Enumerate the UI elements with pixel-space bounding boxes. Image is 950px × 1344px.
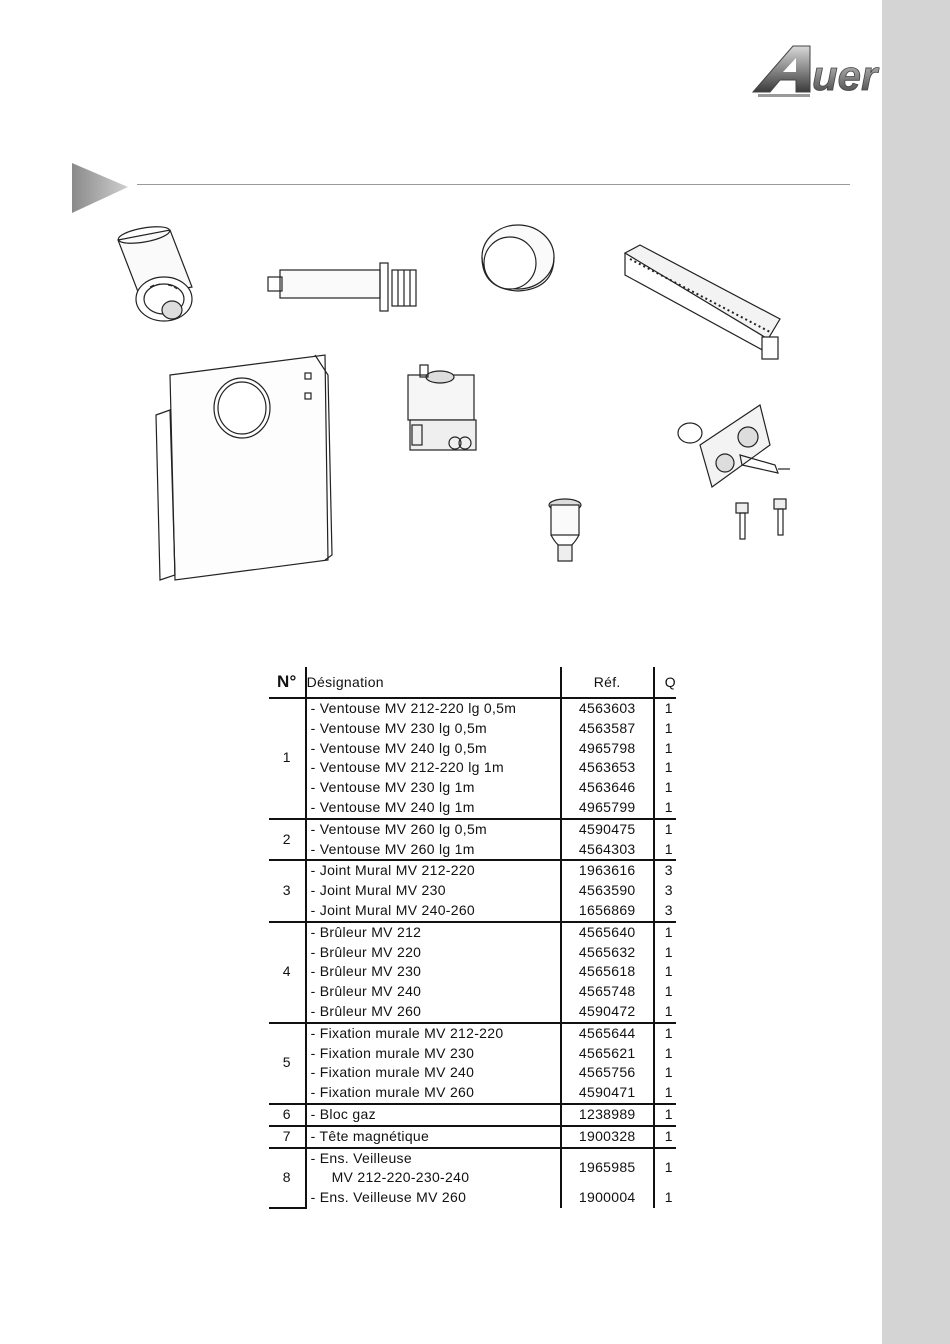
part-ref: 4563590 <box>561 881 654 901</box>
part-qty: 1 <box>664 983 673 1000</box>
group-number: 4 <box>269 922 306 1023</box>
table-row <box>269 1188 676 1208</box>
header-qty: Q <box>654 667 676 698</box>
part-designation: - Ventouse MV 212-220 lg 0,5m <box>306 698 561 719</box>
part-qty: 1 <box>664 779 673 796</box>
part-ref: 4565618 <box>561 962 654 982</box>
part-designation: - Ventouse MV 240 lg 0,5m <box>306 739 561 759</box>
part-designation: - Ventouse MV 230 lg 0,5m <box>306 719 561 739</box>
table-row <box>269 982 676 1002</box>
part-ref: 4590472 <box>561 1002 654 1023</box>
group-number: 3 <box>269 860 306 921</box>
table-row <box>269 922 676 943</box>
svg-text:uer: uer <box>812 52 878 99</box>
table-row <box>269 1063 676 1083</box>
header-ref: Réf. <box>561 667 654 698</box>
part-designation: - Ventouse MV 240 lg 1m <box>306 798 561 819</box>
table-row <box>269 739 676 759</box>
table-row <box>269 881 676 901</box>
part-ref: 4563653 <box>561 758 654 778</box>
wall-seal-drawing <box>482 225 554 291</box>
table-row <box>269 1104 676 1126</box>
part-designation: - Joint Mural MV 212-220 <box>306 860 561 881</box>
table-row <box>269 1126 676 1148</box>
part-qty: 1 <box>664 1064 673 1081</box>
section-rule <box>137 184 850 185</box>
table-row <box>269 860 676 881</box>
part-ref: 4565621 <box>561 1044 654 1064</box>
table-row <box>269 1002 676 1023</box>
flue-terminal-drawing <box>117 224 192 321</box>
table-row <box>269 840 676 861</box>
part-designation: - Tête magnétique <box>306 1126 561 1148</box>
group-number: 5 <box>269 1023 306 1104</box>
wall-bracket-drawing <box>156 355 332 580</box>
part-ref: 4565640 <box>561 922 654 943</box>
part-ref: 4565756 <box>561 1063 654 1083</box>
part-qty: 3 <box>664 882 673 899</box>
part-designation: - Fixation murale MV 212-220 <box>306 1023 561 1044</box>
part-qty: 1 <box>664 820 673 837</box>
part-designation: - Bloc gaz <box>306 1104 561 1126</box>
part-qty: 1 <box>664 700 673 716</box>
part-ref: 1900328 <box>561 1126 654 1148</box>
part-qty: 1 <box>664 943 673 960</box>
part-designation: - Ventouse MV 260 lg 1m <box>306 840 561 861</box>
pilot-assembly-drawing <box>678 405 790 487</box>
table-row <box>269 698 676 719</box>
part-qty: 1 <box>664 923 673 940</box>
part-ref: 1238989 <box>561 1104 654 1126</box>
table-row <box>269 1083 676 1104</box>
part-designation: - Ventouse MV 230 lg 1m <box>306 778 561 798</box>
gas-valve-drawing <box>408 365 476 450</box>
burner-drawing <box>625 245 780 359</box>
table-row <box>269 778 676 798</box>
part-designation: - Brûleur MV 212 <box>306 922 561 943</box>
parts-table-body <box>269 698 676 1208</box>
part-designation: - Ventouse MV 212-220 lg 1m <box>306 758 561 778</box>
part-ref: 4590471 <box>561 1083 654 1104</box>
part-ref: 1656869 <box>561 901 654 922</box>
part-qty: 3 <box>664 862 673 879</box>
screws-drawing <box>736 499 786 539</box>
part-designation: - Ens. Veilleuse MV 212-220-230-240 <box>306 1148 561 1189</box>
table-row <box>269 901 676 922</box>
part-designation: - Ens. Veilleuse MV 260 <box>306 1188 561 1208</box>
part-ref: 4565632 <box>561 943 654 963</box>
part-ref: 4564303 <box>561 840 654 861</box>
part-ref: 4565644 <box>561 1023 654 1044</box>
group-number: 1 <box>269 698 306 819</box>
part-qty: 1 <box>664 963 673 980</box>
parts-table <box>269 667 676 1209</box>
part-ref: 4563646 <box>561 778 654 798</box>
table-row <box>269 758 676 778</box>
table-row <box>269 1023 676 1044</box>
side-band <box>882 0 950 1344</box>
group-number: 7 <box>269 1126 306 1148</box>
part-qty: 1 <box>654 1002 676 1023</box>
part-ref: 1900004 <box>561 1188 654 1208</box>
auer-logo <box>748 40 928 110</box>
part-designation: - Fixation murale MV 260 <box>306 1083 561 1104</box>
part-ref: 4965798 <box>561 739 654 759</box>
part-ref: 4965799 <box>561 798 654 819</box>
parts-table-header <box>269 667 676 698</box>
table-row <box>269 1148 676 1189</box>
part-designation: - Fixation murale MV 240 <box>306 1063 561 1083</box>
part-designation: - Brûleur MV 220 <box>306 943 561 963</box>
part-designation: - Joint Mural MV 240-260 <box>306 901 561 922</box>
table-row <box>269 719 676 739</box>
part-designation: - Brûleur MV 230 <box>306 962 561 982</box>
magnetic-head-drawing <box>549 499 581 561</box>
part-qty: 1 <box>664 739 673 756</box>
part-ref: 1963616 <box>561 860 654 881</box>
part-ref: 1965985 <box>561 1148 654 1189</box>
part-designation: - Brûleur MV 260 <box>306 1002 561 1023</box>
table-row <box>269 943 676 963</box>
part-qty: 1 <box>664 719 673 736</box>
part-designation: - Fixation murale MV 230 <box>306 1044 561 1064</box>
header-no: N° <box>269 667 306 698</box>
part-ref: 4563603 <box>561 698 654 719</box>
parts-exploded-drawing <box>100 215 800 605</box>
part-qty: 1 <box>664 1024 673 1041</box>
part-qty: 3 <box>654 901 676 922</box>
part-designation: - Ventouse MV 260 lg 0,5m <box>306 819 561 840</box>
part-designation: - Joint Mural MV 230 <box>306 881 561 901</box>
part-qty: 1 <box>664 1044 673 1061</box>
table-row <box>269 962 676 982</box>
part-ref: 4565748 <box>561 982 654 1002</box>
part-qty: 1 <box>664 1159 673 1176</box>
group-number: 2 <box>269 819 306 861</box>
section-arrow-icon <box>72 163 132 215</box>
part-qty: 1 <box>654 1104 676 1126</box>
part-qty: 1 <box>664 1189 673 1206</box>
part-qty: 1 <box>664 759 673 776</box>
part-ref: 4590475 <box>561 819 654 840</box>
part-designation: - Brûleur MV 240 <box>306 982 561 1002</box>
group-number: 6 <box>269 1104 306 1126</box>
part-ref: 4563587 <box>561 719 654 739</box>
part-qty: 1 <box>654 1126 676 1148</box>
table-row <box>269 1044 676 1064</box>
table-row <box>269 798 676 819</box>
flue-pipe-drawing <box>268 263 416 311</box>
group-number: 8 <box>269 1148 306 1208</box>
part-qty: 1 <box>654 840 676 861</box>
table-row <box>269 819 676 840</box>
header-designation: Désignation <box>306 667 561 698</box>
part-qty: 1 <box>654 1083 676 1104</box>
part-qty: 1 <box>654 798 676 819</box>
